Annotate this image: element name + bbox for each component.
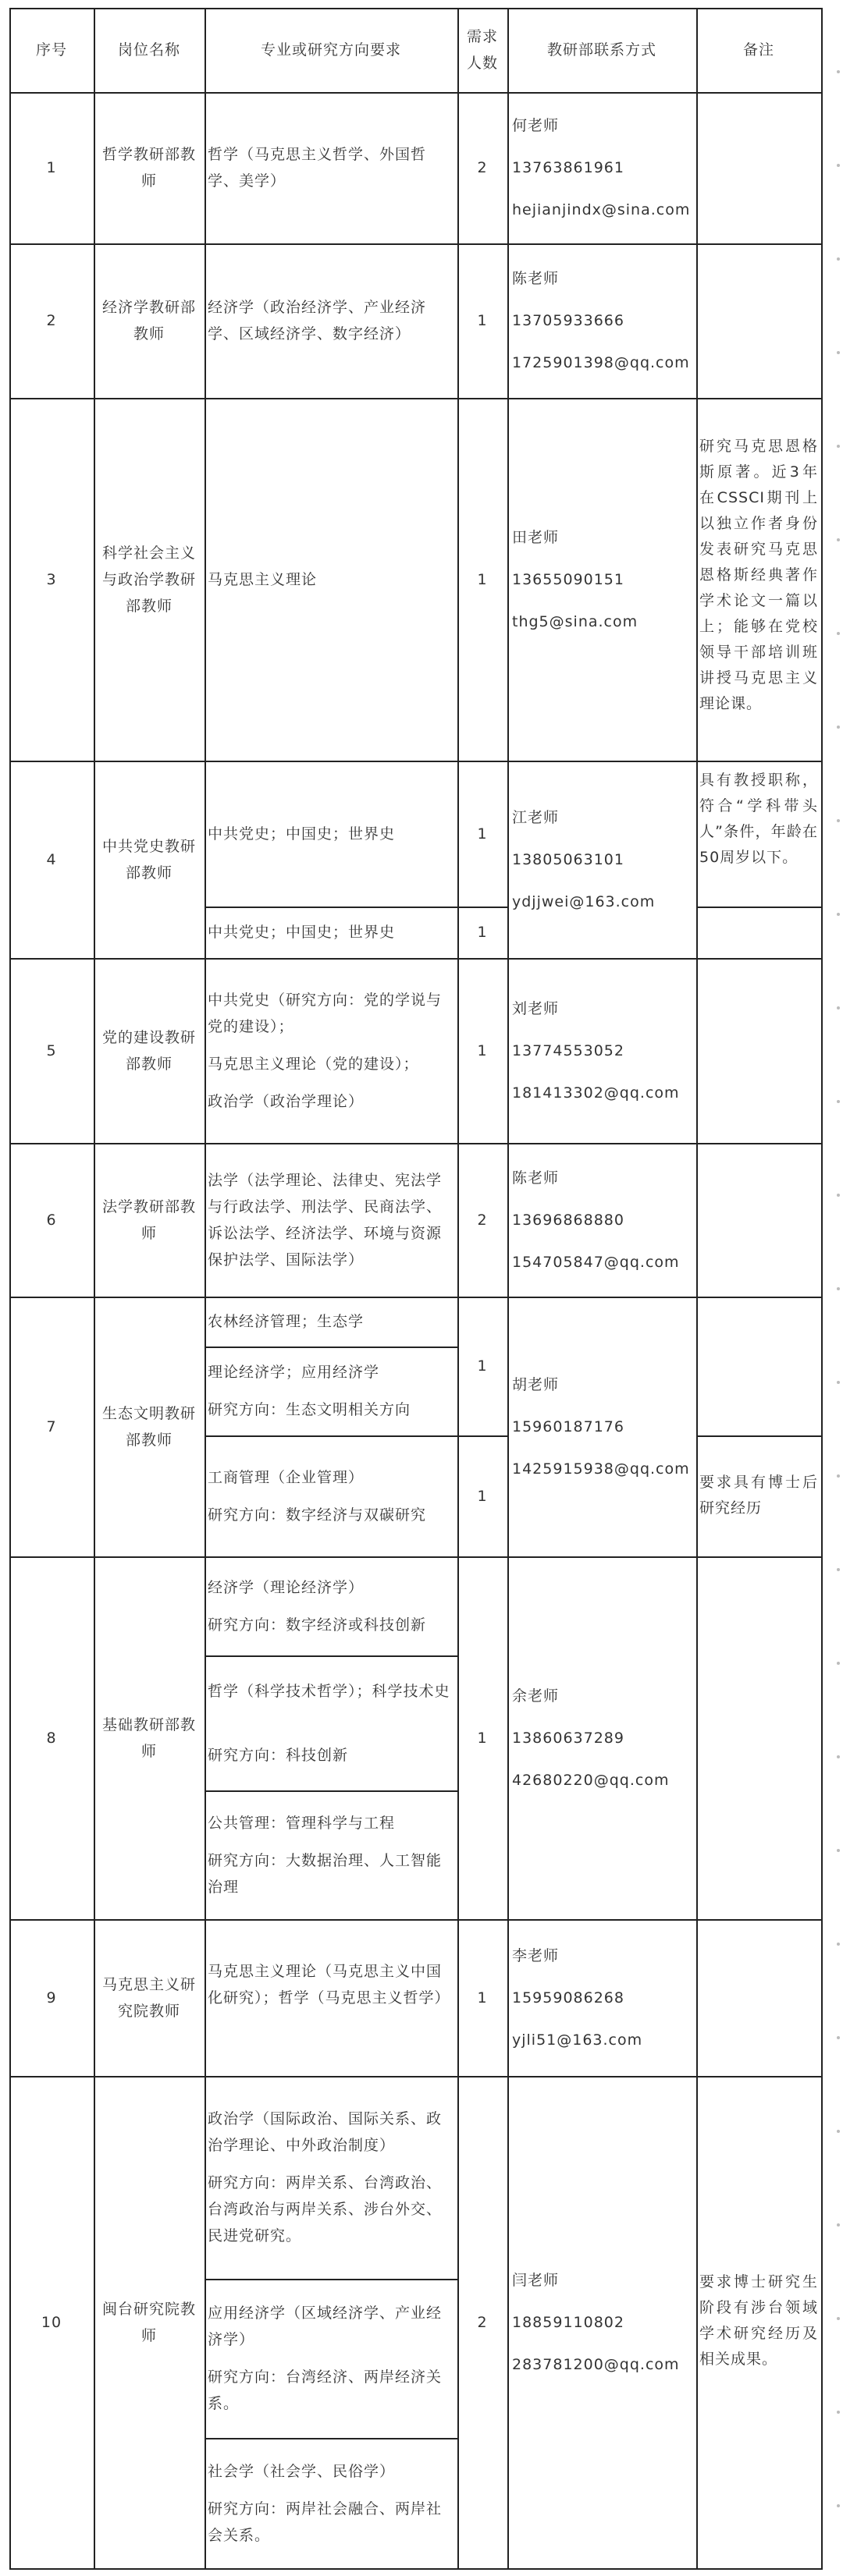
edge-dot: [837, 1194, 840, 1197]
table-border: [205, 1347, 457, 1348]
major-requirement: 经济学（理论经济学）: [208, 1578, 365, 1596]
header-major: 专业或研究方向要求: [260, 41, 401, 59]
table-border: [205, 1790, 457, 1792]
table-border: [696, 8, 698, 2570]
post-name: 哲学教研部教师: [101, 146, 196, 190]
edge-dot: [837, 257, 840, 261]
row-number: 9: [46, 1989, 57, 2007]
major-requirement: 中共党史（研究方向：党的学说与党的建设）；: [208, 991, 443, 1035]
header-note: 备注: [742, 41, 774, 59]
table-border: [205, 1655, 457, 1657]
header-post: 岗位名称: [117, 41, 180, 59]
major-requirement: 经济学（政治经济学、产业经济学、区域经济学、数字经济）: [208, 299, 427, 342]
row-number: 10: [41, 2313, 62, 2331]
contact-name: 李老师: [512, 1946, 560, 1964]
post-name: 科学社会主义与政治学教研部教师: [101, 544, 196, 615]
major-requirement: 马克思主义理论（马克思主义中国化研究）；哲学（马克思主义哲学）: [208, 1962, 450, 2007]
table-border: [457, 907, 507, 908]
contact-phone: 13860637289: [512, 1729, 624, 1747]
post-name: 党的建设教研部教师: [101, 1028, 196, 1073]
contact-info: [512, 1556, 693, 1919]
headcount: 1: [477, 570, 488, 588]
contact-phone: 13705933666: [512, 312, 624, 329]
headcount: 2: [477, 159, 488, 176]
contact-info: [512, 92, 693, 243]
edge-dot: [837, 351, 840, 354]
contact-info: [512, 2076, 693, 2568]
headcount: 1: [477, 312, 488, 329]
contact-phone: 13696868880: [512, 1211, 624, 1229]
major-requirement: 政治学（国际政治、国际关系、政治学理论、中外政治制度）: [208, 2110, 443, 2154]
row-number: 7: [46, 1418, 57, 1435]
contact-info: [512, 1297, 693, 1556]
table-border: [94, 8, 95, 2570]
table-border: [9, 958, 821, 960]
edge-dot: [837, 2411, 840, 2414]
table-border: [9, 2076, 821, 2077]
major-requirement: 中共党史；中国史；世界史: [208, 825, 396, 843]
contact-name: 胡老师: [512, 1375, 560, 1393]
major-requirement: 研究方向：大数据治理、人工智能治理: [208, 1851, 443, 1896]
major-requirement: 哲学（马克思主义哲学、外国哲学、美学）: [208, 146, 427, 190]
major-requirement: 马克思主义理论: [208, 570, 318, 588]
table-border: [9, 8, 11, 2570]
major-requirement: 工商管理（企业管理）: [208, 1468, 365, 1486]
contact-name: 江老师: [512, 808, 560, 826]
contact-email[interactable]: thg5@sina.com: [512, 612, 638, 630]
contact-info: [512, 761, 693, 958]
headcount: 1: [477, 1989, 488, 2007]
contact-name: 刘老师: [512, 999, 560, 1017]
table-border: [205, 1435, 457, 1437]
edge-dot: [837, 1381, 840, 1384]
remark: 要求博士研究生阶段有涉台领域学术研究经历及相关成果。: [699, 2273, 818, 2368]
header-contact: 教研部联系方式: [546, 41, 656, 59]
contact-name: 余老师: [512, 1687, 560, 1705]
edge-dot: [837, 1755, 840, 1758]
row-number: 8: [46, 1729, 57, 1747]
remark: 研究马克思恩格斯原著。近3年在CSSCI期刊上以独立作者身份发表研究马克思恩格斯经典著作学术论文一篇以上；能够在党校领导干部培训班讲授马克思主义理论课。: [699, 437, 818, 712]
contact-phone: 13774553052: [512, 1041, 624, 1059]
major-requirement: 理论经济学；应用经济学: [208, 1364, 380, 1381]
edge-dot: [837, 164, 840, 167]
row-number: 3: [46, 570, 57, 588]
major-requirement: 政治学（政治学理论）: [208, 1092, 365, 1110]
contact-phone: 15959086268: [512, 1989, 624, 2007]
table-border: [507, 8, 509, 2570]
major-requirement: 马克思主义理论（党的建设）；: [208, 1055, 419, 1073]
table-border: [696, 907, 821, 908]
row-number: 4: [46, 850, 57, 868]
edge-dot: [837, 1662, 840, 1665]
edge-dot: [837, 1943, 840, 1946]
contact-phone: 18859110802: [512, 2313, 624, 2331]
contact-info: [512, 1143, 693, 1297]
table-border: [9, 2568, 821, 2570]
edge-dot: [837, 2223, 840, 2227]
edge-dot: [837, 2317, 840, 2320]
table-border: [9, 1919, 821, 1921]
major-requirement: 研究方向：科技创新: [208, 1746, 349, 1764]
major-requirement: 社会学（社会学、民俗学）: [208, 2462, 396, 2480]
major-requirement: 中共党史；中国史；世界史: [208, 924, 396, 941]
post-name: 生态文明教研部教师: [101, 1404, 196, 1449]
major-requirement: 研究方向：数字经济或科技创新: [208, 1616, 427, 1634]
row-number: 1: [46, 159, 57, 176]
edge-dot: [837, 726, 840, 729]
edge-dot: [837, 632, 840, 635]
edge-dot: [837, 2504, 840, 2507]
post-name: 马克思主义研究院教师: [101, 1975, 196, 2020]
contact-email[interactable]: yjli51@163.com: [512, 2031, 643, 2049]
remark: 要求具有博士后研究经历: [699, 1473, 818, 1517]
contact-email[interactable]: 1725901398@qq.com: [512, 354, 690, 371]
edge-dot: [837, 1849, 840, 1852]
remark: 具有教授职称，符合“学科带头人”条件，年龄在50周岁以下。: [699, 771, 818, 866]
contact-name: 陈老师: [512, 270, 560, 287]
table-border: [9, 1143, 821, 1144]
table-border: [9, 761, 821, 762]
contact-phone: 13763861961: [512, 159, 624, 176]
headcount: 1: [477, 924, 488, 941]
major-requirement: 研究方向：两岸关系、台湾政治、台湾政治与两岸关系、涉台外交、民进党研究。: [208, 2174, 443, 2244]
major-requirement: 应用经济学（区域经济学、产业经济学）: [208, 2305, 443, 2348]
headcount: 1: [477, 1487, 488, 1505]
row-number: 5: [46, 1041, 57, 1059]
contact-email[interactable]: 181413302@qq.com: [512, 1084, 680, 1102]
post-name: 经济学教研部教师: [101, 299, 196, 342]
table-border: [696, 1435, 821, 1437]
edge-dot: [837, 538, 840, 541]
contact-info: [512, 398, 693, 761]
edge-dot: [837, 445, 840, 448]
post-name: 中共党史教研部教师: [101, 837, 196, 882]
edge-dot: [837, 1568, 840, 1571]
table-border: [821, 8, 823, 2570]
major-requirement: 研究方向：生态文明相关方向: [208, 1401, 411, 1418]
post-name: 闽台研究院教师: [101, 2300, 196, 2344]
contact-email[interactable]: 1425915938@qq.com: [512, 1460, 690, 1478]
table-border: [205, 8, 206, 2570]
edge-dot: [837, 1100, 840, 1103]
headcount: 2: [477, 1211, 488, 1229]
edge-dot: [837, 913, 840, 916]
major-requirement: 研究方向：台湾经济、两岸经济关系。: [208, 2368, 443, 2412]
table-border: [205, 907, 457, 908]
major-requirement: 农林经济管理；生态学: [208, 1313, 365, 1330]
major-requirement: 研究方向：数字经济与双碳研究: [208, 1506, 427, 1524]
table-border: [205, 2279, 457, 2280]
table-border: [457, 8, 459, 2570]
edge-dot: [837, 70, 840, 73]
contact-email[interactable]: 154705847@qq.com: [512, 1253, 680, 1271]
post-name: 法学教研部教师: [101, 1198, 196, 1242]
edge-dot: [837, 1474, 840, 1478]
major-requirement: 哲学（科学技术哲学）；科学技术史: [208, 1682, 450, 1700]
edge-dot: [837, 819, 840, 822]
edge-dot: [837, 1287, 840, 1290]
contact-name: 陈老师: [512, 1169, 560, 1187]
headcount: 1: [477, 825, 488, 843]
major-requirement: 公共管理：管理科学与工程: [208, 1814, 396, 1832]
row-number: 6: [46, 1211, 57, 1229]
table-border: [9, 1556, 821, 1558]
edge-dot: [837, 2036, 840, 2039]
contact-email[interactable]: hejianjindx@sina.com: [512, 201, 691, 218]
header-no: 序号: [35, 41, 67, 59]
major-requirement: 研究方向：两岸社会融合、两岸社会关系。: [208, 2500, 443, 2544]
headcount: 1: [477, 1041, 488, 1059]
contact-info: [512, 1919, 693, 2076]
table-border: [205, 2438, 457, 2439]
contact-name: 何老师: [512, 117, 560, 134]
contact-email[interactable]: 42680220@qq.com: [512, 1771, 670, 1789]
table-border: [9, 92, 821, 94]
table-border: [9, 243, 821, 245]
headcount: 2: [477, 2313, 488, 2331]
contact-name: 闫老师: [512, 2271, 560, 2289]
edge-dot: [837, 2130, 840, 2133]
table-border: [457, 1435, 507, 1437]
contact-email[interactable]: ydjjwei@163.com: [512, 892, 656, 910]
contact-email[interactable]: 283781200@qq.com: [512, 2355, 680, 2373]
contact-phone: 15960187176: [512, 1418, 624, 1435]
table-border: [9, 8, 821, 9]
contact-name: 田老师: [512, 528, 560, 546]
contact-info: [512, 958, 693, 1143]
contact-phone: 13655090151: [512, 570, 624, 588]
table-border: [9, 1297, 821, 1298]
headcount: 1: [477, 1357, 488, 1375]
edge-dot: [837, 1006, 840, 1009]
row-number: 2: [46, 312, 57, 329]
contact-info: [512, 243, 693, 398]
major-requirement: 法学（法学理论、法律史、宪法学与行政法学、刑法学、民商法学、诉讼法学、经济法学、环境与资源保护法学、国际法学）: [208, 1171, 443, 1268]
header-count: 需求人数: [466, 28, 498, 72]
headcount: 1: [477, 1729, 488, 1747]
table-border: [9, 398, 821, 399]
contact-phone: 13805063101: [512, 850, 624, 868]
post-name: 基础教研部教师: [101, 1716, 196, 1760]
